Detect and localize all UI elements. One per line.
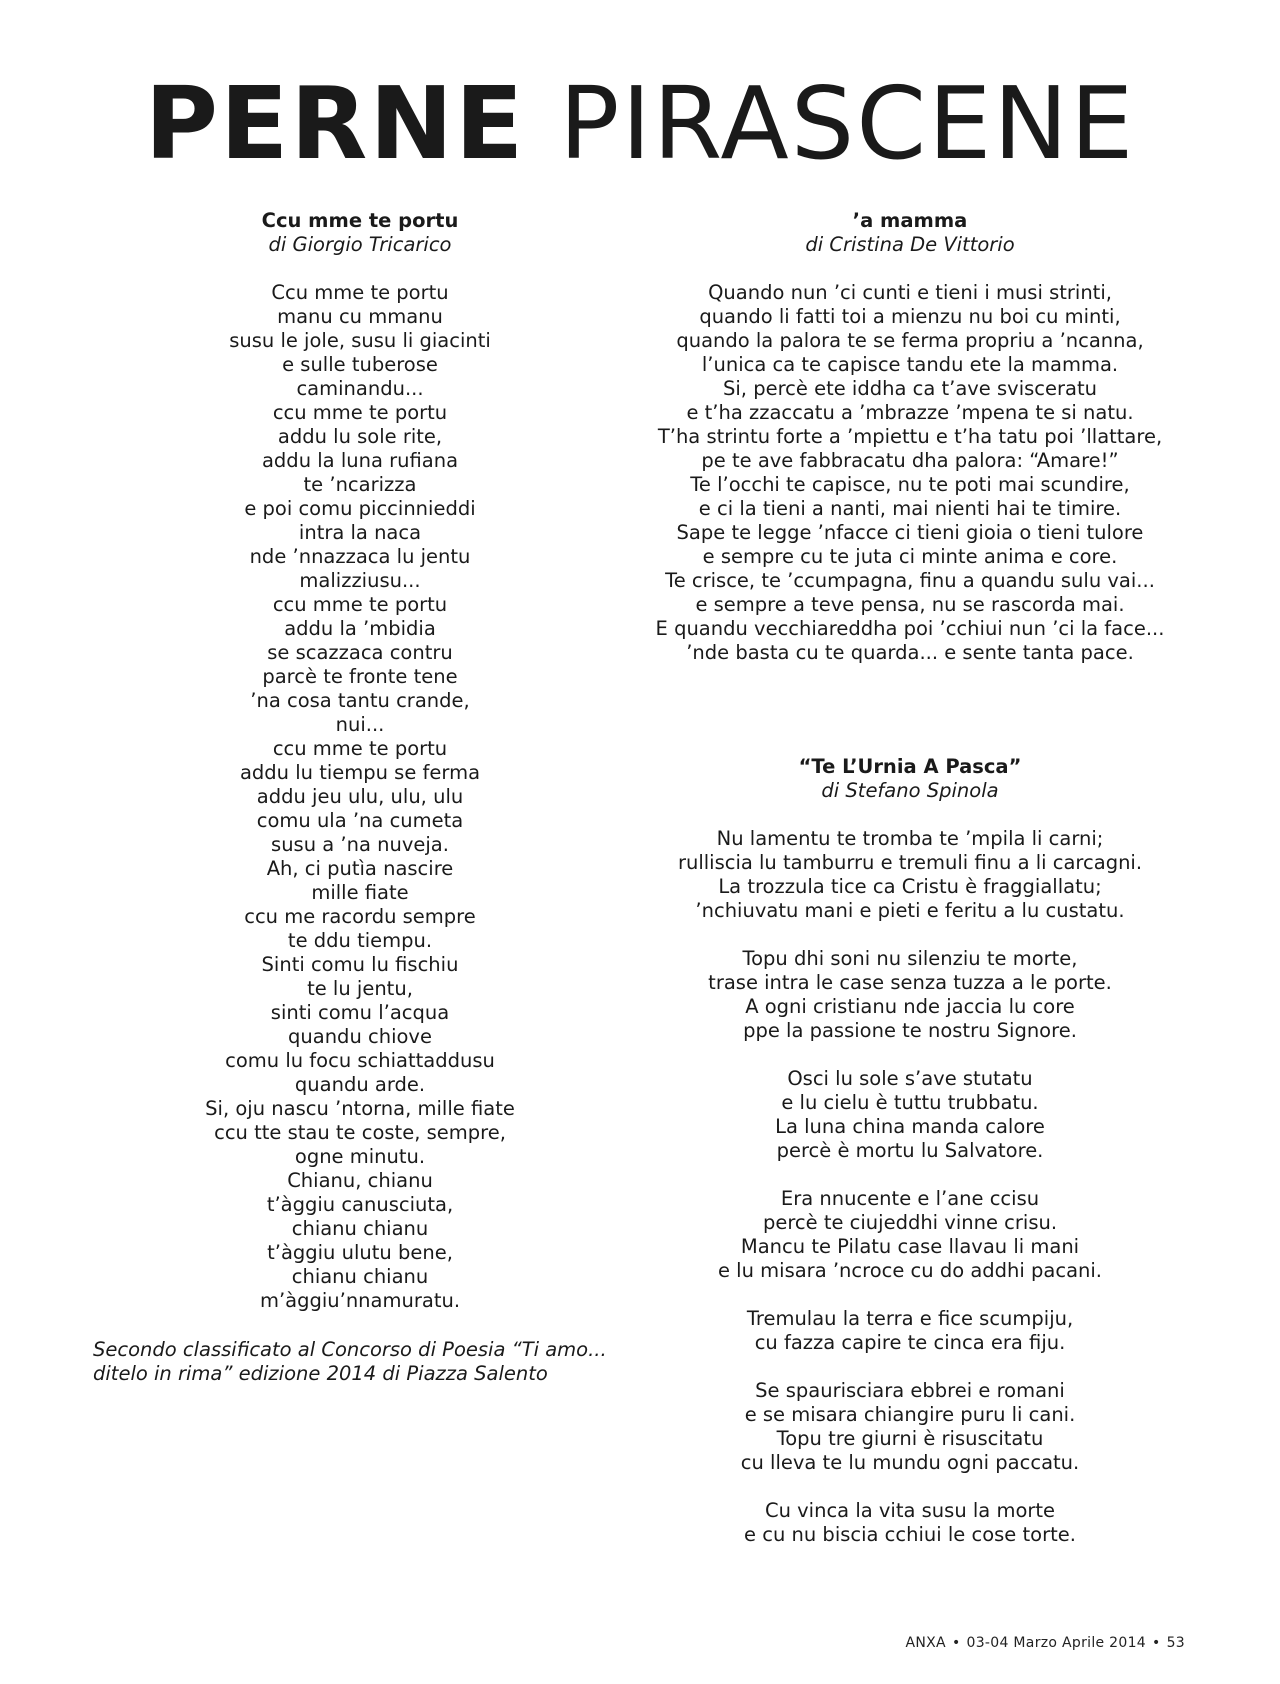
verse-line: Quando nun ’ci cunti e tieni i musi strinti, — [708, 281, 1112, 304]
note-line: ditelo in rima” edizione 2014 di Piazza Salento — [93, 1362, 548, 1385]
verse-line: e ci la tieni a nanti, mai nienti hai te timire. — [698, 497, 1122, 520]
verse-line: ppe la passione te nostru Signore. — [743, 1019, 1077, 1042]
verse-line: ccu tte stau te coste, sempre, — [214, 1121, 506, 1144]
stanza — [650, 1379, 1170, 1475]
verse-line: ’nchiuvatu mani e pieti e feritu a lu custatu. — [695, 899, 1125, 922]
verse-line: ccu me racordu sempre — [244, 905, 476, 928]
verse-line: addu lu tiempu se ferma — [239, 761, 481, 784]
verse-line: sinti comu l’acqua — [270, 1001, 450, 1024]
verse-line: Topu dhi soni nu silenziu te morte, — [742, 947, 1078, 970]
footer-magazine: ANXA — [905, 1635, 946, 1651]
verse-line: intra la naca — [298, 521, 422, 544]
verse-line: Chianu, chianu — [287, 1169, 433, 1192]
stanza — [650, 827, 1170, 923]
verse-line: quando la palora te se ferma propriu a ’ncanna, — [676, 329, 1144, 352]
stanza — [650, 1499, 1170, 1547]
verse-line: te ddu tiempu. — [287, 929, 433, 952]
verse-line: e sempre a teve pensa, nu se rascorda mai. — [695, 593, 1125, 616]
verse-line: manu cu mmanu — [277, 305, 443, 328]
verse-line: Sape te legge ’nfacce ci tieni gioia o tieni tulore — [676, 521, 1144, 544]
verse-line: addu la ’mbidia — [284, 617, 436, 640]
verse-line: se scazzaca contru — [267, 641, 453, 664]
verse-line: trase intra le case senza tuzza a le porte. — [708, 971, 1112, 994]
verse-line: susu a ’na nuveja. — [271, 833, 449, 856]
verse-line: Si, percè ete iddha ca t’ave svisceratu — [723, 377, 1097, 400]
verse-line: E quandu vecchiareddha poi ’cchiui nun ’ci la face... — [655, 617, 1165, 640]
stanza — [650, 947, 1170, 1043]
verse-line: e lu cielu è tuttu trubbatu. — [781, 1091, 1039, 1114]
verse-line: comu lu focu schiattaddusu — [225, 1049, 495, 1072]
verse-line: A ogni cristianu nde jaccia lu core — [745, 995, 1075, 1018]
verse-line: quandu chiove — [288, 1025, 432, 1048]
verse-line: Sinti comu lu fischiu — [261, 953, 459, 976]
verse-line: ’na cosa tantu crande, — [250, 689, 470, 712]
verse-line: chianu chianu — [291, 1217, 429, 1240]
note-line: Secondo classificato al Concorso di Poesia “Ti amo... — [93, 1338, 607, 1361]
verse-line: ccu mme te portu — [272, 737, 448, 760]
verse-line: m’àggiu’nnamuratu. — [259, 1289, 461, 1312]
poem-verses — [650, 827, 1170, 1547]
verse-line: ccu mme te portu — [272, 401, 448, 424]
verse-line: l’unica ca te capisce tandu ete la mamma. — [701, 353, 1119, 376]
poem-te-lurnia-a-pasca — [650, 755, 1170, 1571]
poem-a-mamma — [650, 209, 1170, 665]
poem-author: di Stefano Spinola — [821, 779, 999, 802]
verse-line: La trozzula tice ca Cristu è fraggiallatu; — [718, 875, 1102, 898]
verse-line: Te crisce, te ’ccumpagna, finu a quandu sulu vai... — [665, 569, 1155, 592]
poem-title: ’a mamma — [852, 209, 968, 232]
verse-line: e poi comu piccinnieddi — [244, 497, 476, 520]
verse-line: e t’ha zzaccatu a ’mbrazze ’mpena te si natu. — [686, 401, 1134, 424]
verse-line: percè te ciujeddhi vinne crisu. — [762, 1211, 1058, 1234]
poem-title: Ccu mme te portu — [261, 209, 459, 232]
stanza — [650, 1307, 1170, 1355]
bullet-separator: • — [1152, 1635, 1161, 1651]
verse-line: addu la luna rufiana — [261, 449, 459, 472]
verse-line: Ccu mme te portu — [271, 281, 449, 304]
verse-line: chianu chianu — [291, 1265, 429, 1288]
verse-line: T’ha strintu forte a ’mpiettu e t’ha tatu poi ’llattare, — [657, 425, 1163, 448]
stanza — [650, 1067, 1170, 1163]
verse-line: e se misara chiangire puru li cani. — [744, 1403, 1076, 1426]
poem-verses — [160, 281, 560, 1313]
title-light-word: PIRASCENE — [559, 65, 1136, 182]
verse-line: Era nnucente e l’ane ccisu — [780, 1187, 1040, 1210]
verse-line: percè è mortu lu Salvatore. — [776, 1139, 1044, 1162]
verse-line: e cu nu biscia cchiui le cose torte. — [744, 1523, 1076, 1546]
verse-line: t’àggiu ulutu bene, — [267, 1241, 453, 1264]
verse-line: Tremulau la terra e fice scumpiju, — [746, 1307, 1074, 1330]
verse-line: parcè te fronte tene — [262, 665, 458, 688]
verse-line: Se spaurisciara ebbrei e romani — [755, 1379, 1065, 1402]
verse-line: Mancu te Pilatu case llavau li mani — [740, 1235, 1080, 1258]
verse-line: Topu tre giurni è risuscitatu — [776, 1427, 1044, 1450]
verse-line: Te l’occhi te capisce, nu te poti mai scundire, — [690, 473, 1130, 496]
verse-line: pe te ave fabbracatu dha palora: “Amare!” — [701, 449, 1119, 472]
verse-line: e sempre cu te juta ci minte anima e core. — [702, 545, 1118, 568]
poem-author: di Giorgio Tricarico — [268, 233, 452, 256]
page-title — [0, 65, 1280, 182]
verse-line: mille fiate — [311, 881, 409, 904]
verse-line: caminandu... — [296, 377, 424, 400]
page-number: 53 — [1166, 1635, 1185, 1651]
verse-line: e sulle tuberose — [282, 353, 438, 376]
award-note — [93, 1338, 653, 1386]
verse-line: ogne minutu. — [294, 1145, 426, 1168]
page-footer — [906, 1635, 1185, 1651]
verse-line: Si, oju nascu ’ntorna, mille fiate — [205, 1097, 515, 1120]
poem-author: di Cristina De Vittorio — [805, 233, 1015, 256]
verse-line: cu fazza capire te cinca era fiju. — [754, 1331, 1066, 1354]
verse-line: La luna china manda calore — [775, 1115, 1045, 1138]
verse-line: nui... — [335, 713, 385, 736]
poem-ccu-mme-te-portu — [160, 209, 560, 1313]
verse-line: addu jeu ulu, ulu, ulu — [256, 785, 464, 808]
verse-line: quando li fatti toi a mienzu nu boi cu minti, — [699, 305, 1121, 328]
verse-line: t’àggiu canusciuta, — [266, 1193, 454, 1216]
verse-line: ’nde basta cu te quarda... e sente tanta pace. — [686, 641, 1134, 664]
verse-line: comu ula ’na cumeta — [256, 809, 464, 832]
verse-line: e lu misara ’ncroce cu do addhi pacani. — [717, 1259, 1102, 1282]
poem-title: “Te L’Urnia A Pasca” — [798, 755, 1022, 778]
verse-line: Osci lu sole s’ave stutatu — [787, 1067, 1033, 1090]
verse-line: Ah, ci putìa nascire — [266, 857, 454, 880]
verse-line: rulliscia lu tamburru e tremuli finu a li carcagni. — [677, 851, 1143, 874]
verse-line: malizziusu... — [299, 569, 421, 592]
verse-line: susu le jole, susu li giacinti — [229, 329, 491, 352]
verse-line: Nu lamentu te tromba te ’mpila li carni; — [716, 827, 1104, 850]
bullet-separator: • — [951, 1635, 961, 1651]
verse-line: nde ’nnazzaca lu jentu — [249, 545, 471, 568]
footer-issue: 03-04 Marzo Aprile 2014 — [966, 1635, 1147, 1651]
verse-line: addu lu sole rite, — [277, 425, 443, 448]
verse-line: Cu vinca la vita susu la morte — [764, 1499, 1056, 1522]
verse-line: te lu jentu, — [307, 977, 413, 1000]
verse-line: te ’ncarizza — [303, 473, 417, 496]
verse-line: cu lleva te lu mundu ogni paccatu. — [740, 1451, 1080, 1474]
verse-line: ccu mme te portu — [272, 593, 448, 616]
poem-verses — [650, 281, 1170, 665]
title-bold-word: PERNE — [144, 65, 526, 182]
verse-line: quandu arde. — [294, 1073, 426, 1096]
stanza — [650, 1187, 1170, 1283]
